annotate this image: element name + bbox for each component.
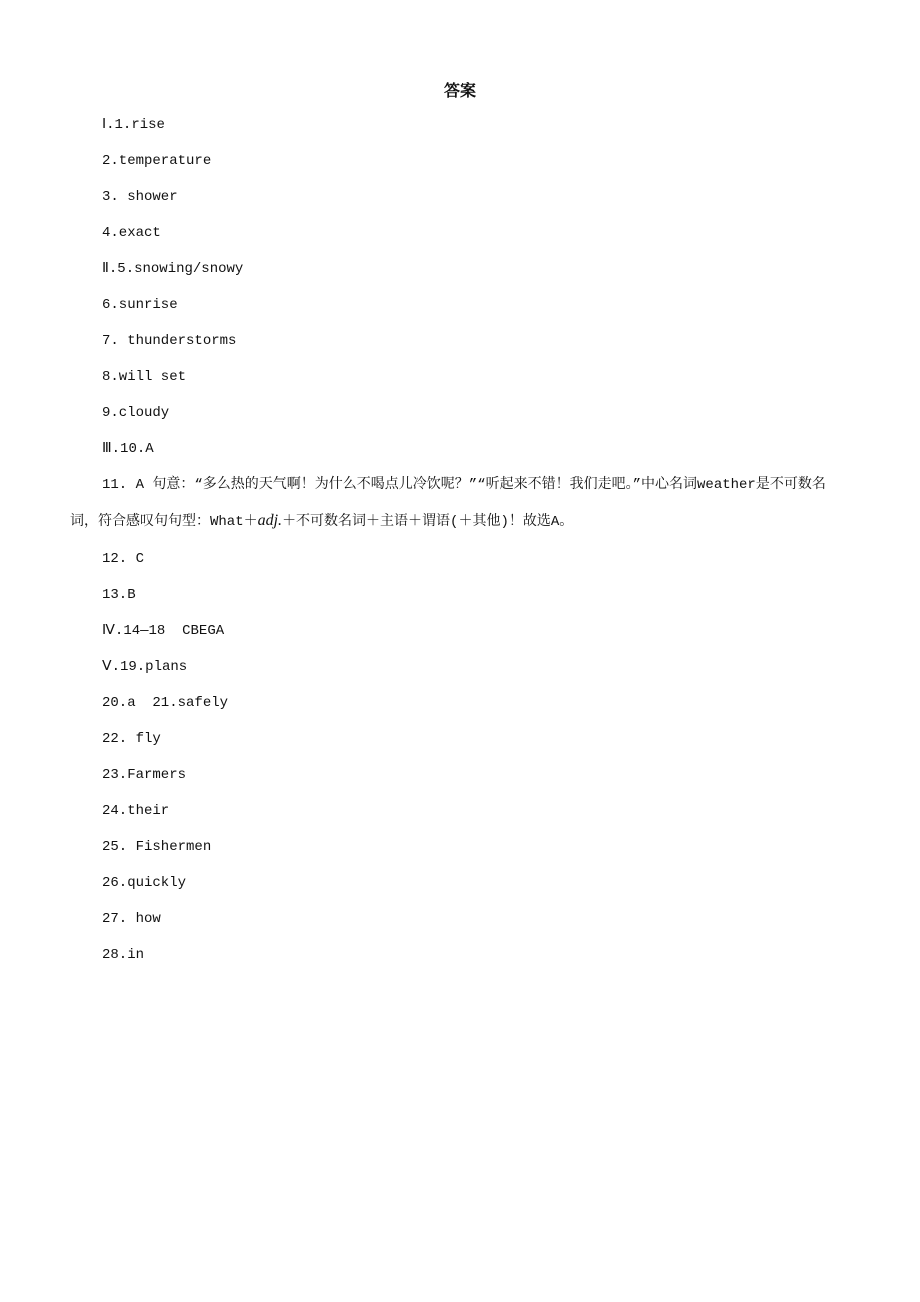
answer-line: 8.will set xyxy=(102,369,187,385)
answer-line: 9.cloudy xyxy=(102,405,170,421)
answer-line: 23.Farmers xyxy=(102,767,187,783)
answer-line: 4.exact xyxy=(102,225,161,241)
answer-line: 6.sunrise xyxy=(102,297,178,313)
answer-line: 26.quickly xyxy=(102,875,187,891)
answer-11-explanation xyxy=(70,467,850,540)
page-title: 答案 xyxy=(443,81,476,100)
answer-line: 20.a 21.safely xyxy=(102,695,229,711)
answer-line: Ⅰ.1.rise xyxy=(102,117,165,133)
explanation-text: 11. A 句意：“多么热的天气啊！为什么不喝点儿冷饮呢？”“听起来不错！我们走吧。”中心名词weather是不可数名词，符合感叹句句型：What＋ xyxy=(70,477,826,530)
answer-line: 3. shower xyxy=(102,189,178,205)
answer-line: 2.temperature xyxy=(102,153,212,169)
answer-line: Ⅴ.19.plans xyxy=(102,659,188,675)
answer-line: 25. Fishermen xyxy=(102,839,212,855)
answer-line: Ⅱ.5.snowing/snowy xyxy=(102,261,244,277)
answer-line: 12. C xyxy=(102,551,145,567)
answer-line: 27. how xyxy=(102,911,161,927)
answer-line: Ⅳ.14—18 CBEGA xyxy=(102,623,225,639)
answer-line: 24.their xyxy=(102,803,170,819)
explanation-text-end: ＋不可数名词＋主语＋谓语(＋其他)！故选A。 xyxy=(282,514,574,530)
explanation-italic: adj. xyxy=(257,512,283,529)
answer-line: Ⅲ.10.A xyxy=(102,441,154,457)
answer-line: 22. fly xyxy=(102,731,161,747)
answer-line: 7. thunderstorms xyxy=(102,333,237,349)
answer-line: 13.B xyxy=(102,587,136,603)
answer-line: 28.in xyxy=(102,947,145,963)
